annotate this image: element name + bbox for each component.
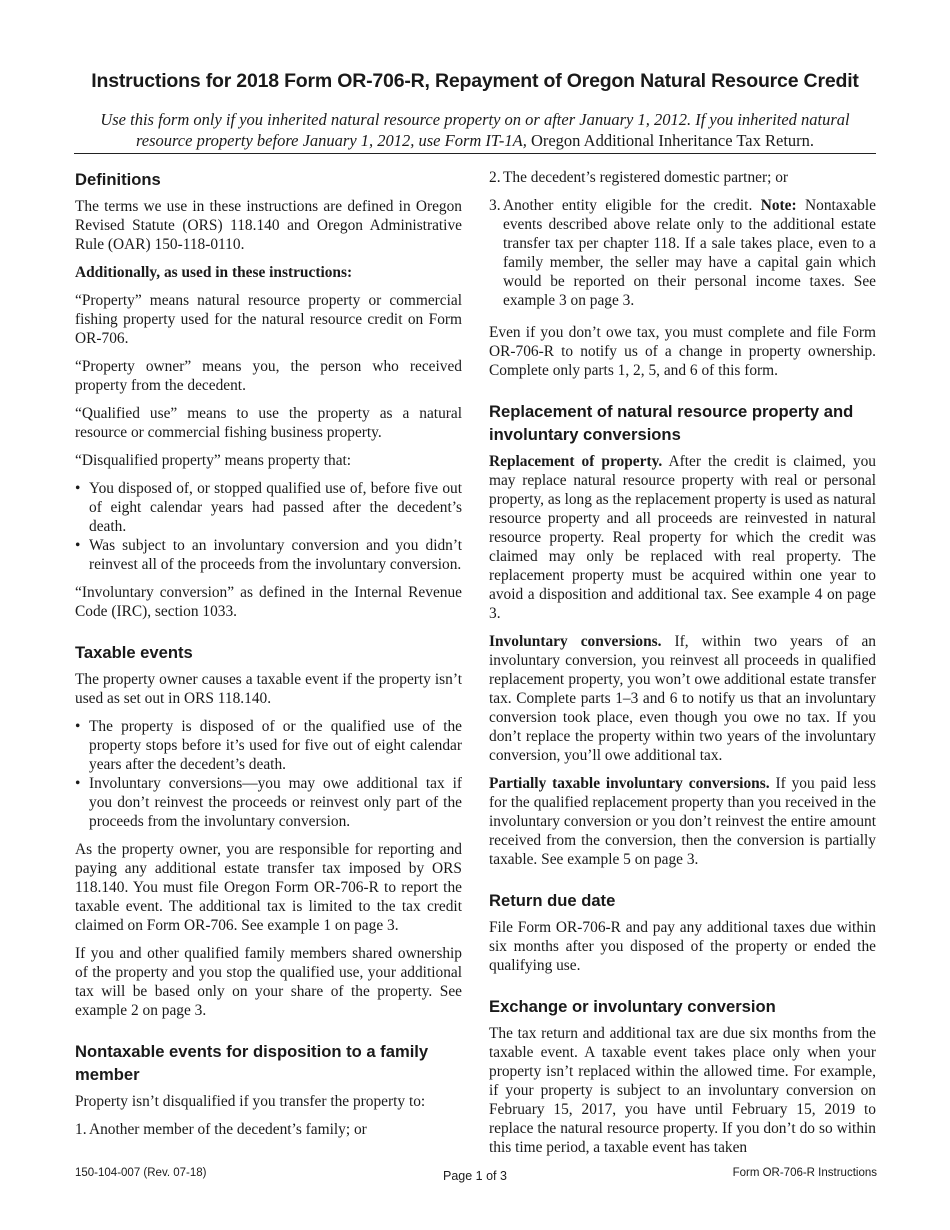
replacement-heading: Replacement of natural resource property and involuntary conversions (489, 402, 854, 444)
taxable-events-heading: Taxable events (75, 643, 193, 662)
exchange-paragraph: The tax return and additional tax are due six months from the taxable event. A taxable event takes place only when your property isn’t replaced within the allowed time. For example, if your property is subject to an involuntary conversion on February 15, 2017, you have until February 15, 2019 to replace the natural resource property. If you don’t do so within this time period, a taxable event has taken (489, 1025, 876, 1156)
disqualified-list (75, 479, 462, 574)
subtitle (75, 109, 875, 151)
list-number: 1. (75, 1121, 87, 1138)
form-name: Form OR-706-R Instructions (732, 1167, 877, 1179)
notify-paragraph: Even if you don’t owe tax, you must complete and file Form OR-706-R to notify us of a change in property ownership. Complete only parts 1, 2, 5, and 6 of this form. (489, 324, 876, 379)
property-owner-definition: “Property owner” means you, the person who received property from the decedent. (75, 358, 462, 394)
subtitle-italic: Use this form only if you inherited natural resource property on or after January 1, 2012. If you inherited natural resource property before January 1, 2012, use Form IT-1A, (100, 110, 850, 150)
replacement-label: Replacement of property. (489, 453, 663, 470)
involuntary-paragraph (489, 632, 876, 765)
replacement-paragraph (489, 452, 876, 623)
form-number: 150-104-007 (Rev. 07-18) (75, 1167, 207, 1179)
subtitle-form-name: Oregon Additional Inheritance Tax Return. (530, 131, 815, 150)
additionally-label: Additionally, as used in these instructions: (75, 264, 353, 281)
shared-ownership-paragraph: If you and other qualified family members shared ownership of the property and you stop the qualified use, your additional tax will be based only on your share of the property. See example 2 on page 3. (75, 945, 462, 1019)
partial-text: If you paid less for the qualified replacement property than you received in the involuntary conversion or you don’t reinvest the entire amount received from the conversion, then the conversion is partially taxable. See example 5 on page 3. (489, 775, 877, 868)
qualified-use-definition: “Qualified use” means to use the property as a natural resource or commercial fishing business property. (75, 405, 462, 441)
taxable-events-list (75, 717, 462, 831)
definitions-heading: Definitions (75, 170, 161, 189)
page-title: Instructions for 2018 Form OR-706-R, Repayment of Oregon Natural Resource Credit (91, 70, 859, 92)
partial-label: Partially taxable involuntary conversions. (489, 775, 770, 792)
involuntary-conversion-definition: “Involuntary conversion” as defined in the Internal Revenue Code (IRC), section 1033. (75, 584, 462, 620)
list-item: • You disposed of, or stopped qualified use of, before five out of eight calendar years had passed after the decedent’s death. (75, 479, 462, 536)
note-label: Note: (760, 197, 797, 214)
nontaxable-list-continued (489, 168, 876, 310)
list-item-text: The decedent’s registered domestic partner; or (503, 169, 789, 186)
involuntary-text: If, within two years of an involuntary conversion, you reinvest all proceeds in qualified replacement property, you won’t owe additional estate transfer tax. Complete parts 1–3 and 6 to notify us that an involuntary conversion took place, even though you owe no tax. If you don’t replace the property within two years of the involuntary conversion, you’ll owe additional tax. (489, 633, 876, 764)
list-item: • The property is disposed of or the qualified use of the property stops before it’s used for five out of eight calendar years after the decedent’s death. (75, 717, 462, 774)
header-divider (74, 153, 876, 154)
list-item (489, 168, 876, 187)
list-item-text: Another member of the decedent’s family; or (89, 1121, 367, 1138)
return-due-paragraph: File Form OR-706-R and pay any additional taxes due within six months after you disposed of the property or ended the qualifying use. (489, 919, 876, 974)
taxable-events-intro: The property owner causes a taxable event if the property isn’t used as set out in ORS 118.140. (75, 671, 462, 707)
left-column (75, 168, 462, 1145)
definitions-intro: The terms we use in these instructions are defined in Oregon Revised Statute (ORS) 118.140 and Oregon Administrative Rule (OAR) 150-118-0110. (75, 198, 462, 253)
list-item: • Involuntary conversions—you may owe additional tax if you don’t reinvest the proceeds or reinvest only part of the proceeds from the involuntary conversion. (75, 774, 462, 831)
list-item-text: Another entity eligible for the credit. (503, 197, 753, 214)
right-column (489, 168, 876, 1166)
nontaxable-events-intro: Property isn’t disqualified if you transfer the property to: (75, 1093, 426, 1110)
return-due-heading: Return due date (489, 891, 616, 910)
list-item (75, 1120, 462, 1139)
exchange-heading: Exchange or involuntary conversion (489, 997, 776, 1016)
page-number: Page 1 of 3 (443, 1169, 507, 1183)
note-text: Nontaxable events described above relate only to the additional estate transfer tax per chapter 118. If a sale takes place, even to a family member, the seller may have a capital gain which would be reported on their personal income taxes. See example 3 on page 3. (503, 197, 876, 309)
list-item: • Was subject to an involuntary conversion and you didn’t reinvest all of the proceeds from the involuntary conversion. (75, 536, 462, 574)
nontaxable-list-start (75, 1120, 462, 1139)
owner-responsibility-paragraph: As the property owner, you are responsible for reporting and paying any additional estate transfer tax imposed by ORS 118.140. You must file Oregon Form OR-706-R to report the taxable event. The additional tax is limited to the tax credit claimed on Form OR-706. See example 1 on page 3. (75, 841, 462, 934)
disqualified-property-definition: “Disqualified property” means property that: (75, 452, 352, 469)
property-definition: “Property” means natural resource property or commercial fishing property used for the natural resource credit on Form OR-706. (75, 292, 462, 347)
replacement-text: After the credit is claimed, you may replace natural resource property with real or personal property, as long as the replacement property is used as natural resource property and all proceeds are reinvested in natural resource property. Real property for which the credit was claimed may only be replaced with real property. The replacement property must be acquired within one year to avoid a disposition and additional tax. See example 4 on page 3. (489, 453, 876, 622)
list-number: 3. (489, 197, 501, 214)
partial-paragraph (489, 774, 876, 869)
nontaxable-events-heading: Nontaxable events for disposition to a family member (75, 1042, 429, 1084)
list-item (489, 196, 876, 310)
involuntary-label: Involuntary conversions. (489, 633, 662, 650)
list-number: 2. (489, 169, 501, 186)
